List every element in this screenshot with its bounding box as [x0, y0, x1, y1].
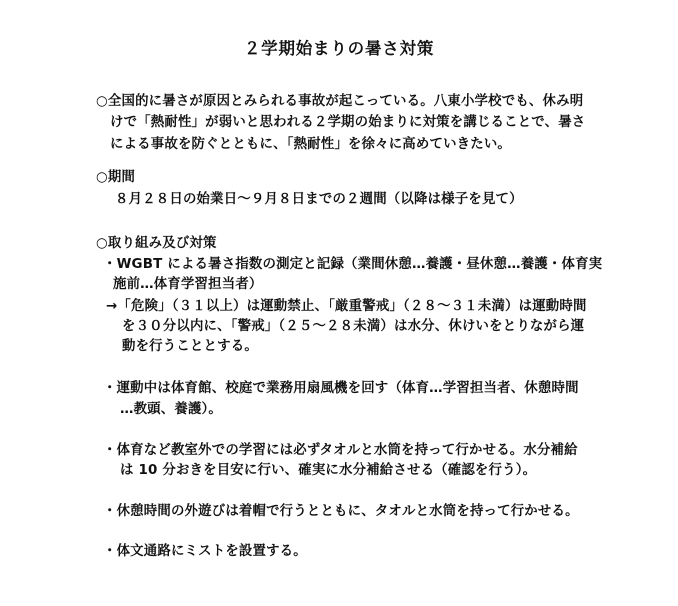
item2-line-1: ・運動中は体育館、校庭で業務用扇風機を回す（体育…学習担当者、休憩時間 [103, 381, 579, 396]
document-title: ２学期始まりの暑さ対策 [243, 39, 435, 58]
item4-line-1: ・休憩時間の外遊びは着帽で行うとともに、タオルと水筒を持って行かせる。 [103, 504, 579, 519]
item2-line-2: …教頭、養護）。 [120, 402, 223, 417]
item1-line-2: 施前…体育学習担当者） [113, 277, 263, 292]
arrow-line-2: を３０分以内に、「警戒」（２５～２８未満）は水分、休けいをとりながら運 [122, 319, 585, 334]
intro-line-1: ○全国的に暑さが原因とみられる事故が起こっている。八東小学校でも、休み明 [96, 94, 584, 109]
item1-line-1: ・WGBT による暑さ指数の測定と記録（業間休憩…養護・昼休憩…養護・体育実 [103, 257, 603, 272]
intro-line-2: けで「熱耐性」が弱いと思われる２学期の始まりに対策を講じることで、暑さ [110, 115, 586, 130]
arrow-line-1: →「危険」（３１以上）は運動禁止、「厳重警戒」（２８～３１未満）は運動時間 [106, 299, 587, 314]
item3-line-2: は 10 分おきを目安に行い、確実に水分補給させる（確認を行う）。 [120, 463, 537, 478]
arrow-line-3: 動を行うこととする。 [122, 339, 258, 354]
item3-line-1: ・体育など教室外での学習には必ずタオルと水筒を持って行かせる。水分補給 [103, 443, 578, 458]
item5-line-1: ・体文通路にミストを設置する。 [103, 544, 307, 559]
measures-heading: ○取り組み及び対策 [96, 236, 217, 251]
intro-line-3: による事故を防ぐとともに、「熱耐性」を徐々に高めていきたい。 [110, 137, 512, 152]
period-text: ８月２８日の始業日～９月８日までの２週間（以降は様子を見て） [115, 192, 523, 207]
period-heading: ○期間 [96, 170, 136, 185]
